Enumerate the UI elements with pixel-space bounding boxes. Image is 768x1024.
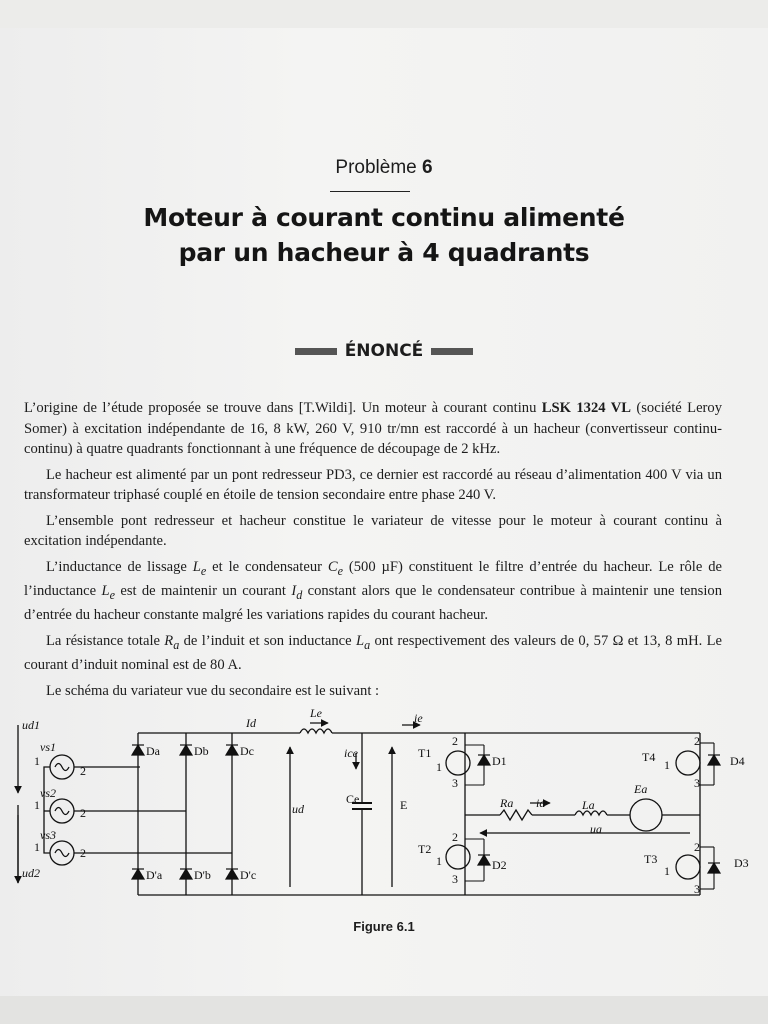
motor-model: LSK 1324 VL: [541, 400, 631, 416]
terminal-2-c: 2: [80, 846, 86, 860]
p4-text-a: L’inductance de lissage: [46, 558, 193, 575]
problem-title: [0, 200, 768, 270]
terminal-1-c: 1: [34, 840, 40, 854]
problem-statement: [24, 398, 722, 706]
sym-e: e: [200, 563, 207, 578]
label-Id: Id: [246, 716, 256, 730]
transistor-T2: [446, 845, 470, 869]
scan-top-margin: [0, 0, 768, 28]
label-La: La: [582, 798, 595, 812]
p1-text-a: L’origine de l’étude proposée se trouve dans [T.Wildi]. Un moteur à courant continu: [24, 400, 542, 416]
sym-L: L: [192, 558, 201, 575]
paragraph-3: L’ensemble pont redresseur et hacheur constitue le variateur de vitesse pour le moteur à courant continu à excitation indépendante.: [24, 512, 722, 549]
sym-C: C: [327, 558, 338, 575]
label-ie: ie: [414, 711, 423, 725]
label-Ea: Ea: [634, 782, 648, 796]
label-Db: Db: [194, 744, 209, 758]
heading-bar-right: [431, 348, 473, 355]
pin-1-T3: 1: [664, 864, 670, 878]
p5-text-c: ont respectivement des valeurs de 0, 57 Ω et 13, 8 mH. Le courant d’induit nominal est de 80 A.: [24, 632, 722, 674]
symbol-La: [355, 632, 371, 652]
transistor-T1: [446, 751, 470, 775]
label-Ce: Ce: [346, 792, 360, 806]
p5-text-b: de l’induit et son inductance: [179, 632, 356, 649]
p4-text-d: est de maintenir un courant: [115, 582, 292, 599]
sym-L: L: [355, 632, 365, 649]
p1-text-b: (société Leroy Somer) à excitation indépendante de 16, 8 kW, 260 V, 910 tr/mn est raccordé à un hacheur (convertisseur continu-continu) à quatre quadrants fonctionnant à une fréquence de découpage de 2 kHz.: [24, 400, 723, 457]
pin-1-T4: 1: [664, 758, 670, 772]
label-vs2: vs2: [40, 786, 56, 800]
label-D1: D1: [492, 754, 507, 768]
pin-3-T3: 3: [694, 882, 700, 896]
pin-2-T1: 2: [452, 734, 458, 748]
p4-text-b: et le condensateur: [206, 558, 328, 575]
terminal-1-a: 1: [34, 754, 40, 768]
label-ua: ua: [590, 822, 602, 836]
label-vs1: vs1: [40, 740, 56, 754]
heading-bar-left: [295, 348, 337, 355]
label-ice: ice: [344, 746, 358, 760]
sym-a: a: [364, 637, 371, 652]
transistor-T4: [676, 751, 700, 775]
label-D4: D4: [730, 754, 745, 768]
sym-L: L: [101, 582, 110, 599]
problem-word: Problème: [335, 157, 417, 178]
p4-text-c: (500 µF) constituent le filtre d’entrée du hacheur. Le rôle de l’inductance: [24, 558, 722, 599]
symbol-Ra: [164, 632, 180, 652]
label-ia: ia: [536, 796, 546, 810]
label-Ra: Ra: [500, 796, 514, 810]
label-ud1: ud1: [22, 718, 40, 732]
paragraph-4: [24, 557, 722, 626]
label-Le: Le: [310, 706, 322, 720]
label-D2: D2: [492, 858, 507, 872]
paragraph-6: Le schéma du variateur vue du secondaire est le suivant :: [46, 682, 380, 699]
motor-Ea: [630, 799, 662, 831]
label-vs3: vs3: [40, 828, 56, 842]
scan-bottom-margin: [0, 996, 768, 1024]
symbol-Le-2: [101, 582, 115, 602]
problem-number: 6: [422, 157, 433, 178]
label-T3: T3: [644, 852, 658, 866]
section-heading: [0, 341, 768, 361]
title-line-1: Moteur à courant continu alimenté: [143, 203, 625, 232]
label-Dpc: D'c: [240, 868, 257, 882]
label-Dpa: D'a: [146, 868, 163, 882]
figure-caption: Figure 6.1: [353, 919, 415, 934]
label-Dpb: D'b: [194, 868, 211, 882]
pin-2-T4: 2: [694, 734, 700, 748]
pin-1-T1: 1: [436, 760, 442, 774]
paragraph-2: Le hacheur est alimenté par un pont redresseur PD3, ce dernier est raccordé au réseau d’alimentation 400 V via un transformateur triphasé couplé en étoile de tension secondaire entre phase 240 V.: [24, 466, 722, 503]
label-ud2: ud2: [22, 866, 40, 880]
label-Dc: Dc: [240, 744, 254, 758]
symbol-Id: [291, 582, 303, 602]
sym-e: e: [109, 587, 115, 602]
p5-text-a: La résistance totale: [46, 632, 165, 649]
paragraph-1: [24, 398, 722, 460]
label-T1: T1: [418, 746, 432, 760]
problem-underline: [330, 191, 410, 192]
pin-3-T2: 3: [452, 872, 458, 886]
transistor-T3: [676, 855, 700, 879]
terminal-2-b: 2: [80, 806, 86, 820]
resistor-Ra: [500, 810, 532, 820]
symbol-Le: [192, 558, 207, 578]
sym-a: a: [173, 637, 180, 652]
pin-3-T1: 3: [452, 776, 458, 790]
label-T2: T2: [418, 842, 432, 856]
inductor-Le: [300, 729, 332, 733]
title-line-2: par un hacheur à 4 quadrants: [178, 238, 590, 267]
terminal-2-a: 2: [80, 764, 86, 778]
sym-d: d: [296, 587, 303, 602]
label-D3: D3: [734, 856, 749, 870]
pin-1-T2: 1: [436, 854, 442, 868]
label-E: E: [400, 798, 408, 812]
section-heading-text: ÉNONCÉ: [344, 341, 424, 361]
sym-I: I: [291, 582, 297, 599]
pin-2-T2: 2: [452, 830, 458, 844]
label-Da: Da: [146, 744, 160, 758]
sym-e: e: [337, 563, 343, 578]
sym-R: R: [164, 632, 174, 649]
p4-text-e: constant alors que le condensateur contribue à maintenir une tension d’entrée du hacheur constante malgré les variations rapides du courant hacheur.: [24, 582, 722, 624]
pin-3-T4: 3: [694, 776, 700, 790]
paragraph-5: [24, 631, 722, 676]
terminal-1-b: 1: [34, 798, 40, 812]
problem-label: [0, 157, 768, 179]
pin-2-T3: 2: [694, 840, 700, 854]
symbol-Ce: [327, 558, 343, 578]
label-T4: T4: [642, 750, 656, 764]
label-ud: ud: [292, 802, 304, 816]
circuit-diagram: [10, 705, 760, 917]
